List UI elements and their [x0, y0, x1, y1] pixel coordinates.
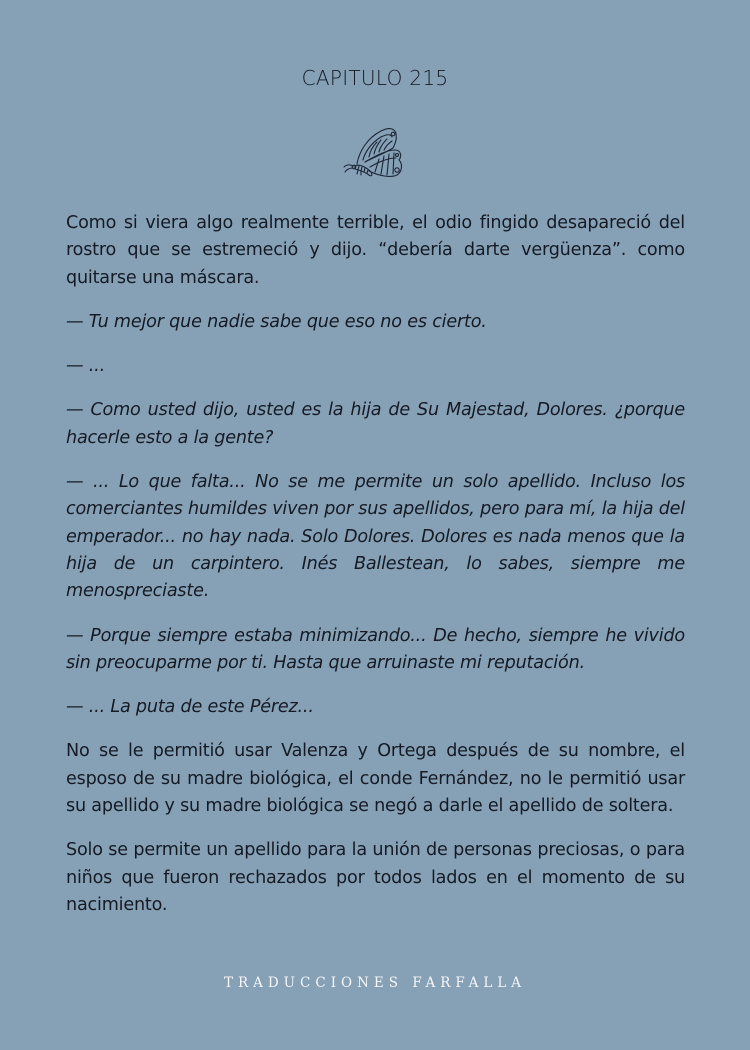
narration-paragraph: Como si viera algo realmente terrible, el odio fingido desapareció del rostro que se estremeció y dijo. “debería darte vergüenza”. como quitarse una máscara.: [66, 213, 685, 288]
translator-credit: TRADUCCIONES FARFALLA: [223, 975, 527, 991]
narration-paragraph: No se le permitió usar Valenza y Ortega después de su nombre, el esposo de su madre biológica, el conde Fernández, no le permitió usar su apellido y su madre biológica se negó a darle el apellido de soltera.: [66, 741, 685, 817]
dialog-line: — Como usted dijo, usted es la hija de Su Majestad, Dolores. ¿porque hacerle esto a la gente?: [66, 400, 685, 448]
chapter-title: CAPITULO 215: [301, 66, 449, 90]
dialog-line: — Tu mejor que nadie sabe que eso no es cierto.: [66, 311, 487, 332]
dialog-line: — ... Lo que falta... No se me permite un solo apellido. Incluso los comerciantes humildes viven por sus apellidos, pero para mí, la hija del emperador... no hay nada. Solo Dolores. Dolores es nada menos que la hija de un carpintero. Inés Ballestean, lo sabes, siempre me menospreciaste.: [66, 472, 685, 602]
dialog-line: — ...: [66, 356, 105, 377]
butterfly-icon: [343, 126, 405, 182]
narration-paragraph: Solo se permite un apellido para la unión de personas preciosas, o para niños que fueron rechazados por todos lados en el momento de su nacimiento.: [66, 840, 685, 915]
dialog-line: — Porque siempre estaba minimizando... De hecho, siempre he vivido sin preocuparme por ti. Hasta que arruinaste mi reputación.: [66, 625, 685, 673]
chapter-body: [66, 210, 685, 936]
dialog-line: — ... La puta de este Pérez...: [66, 697, 314, 718]
